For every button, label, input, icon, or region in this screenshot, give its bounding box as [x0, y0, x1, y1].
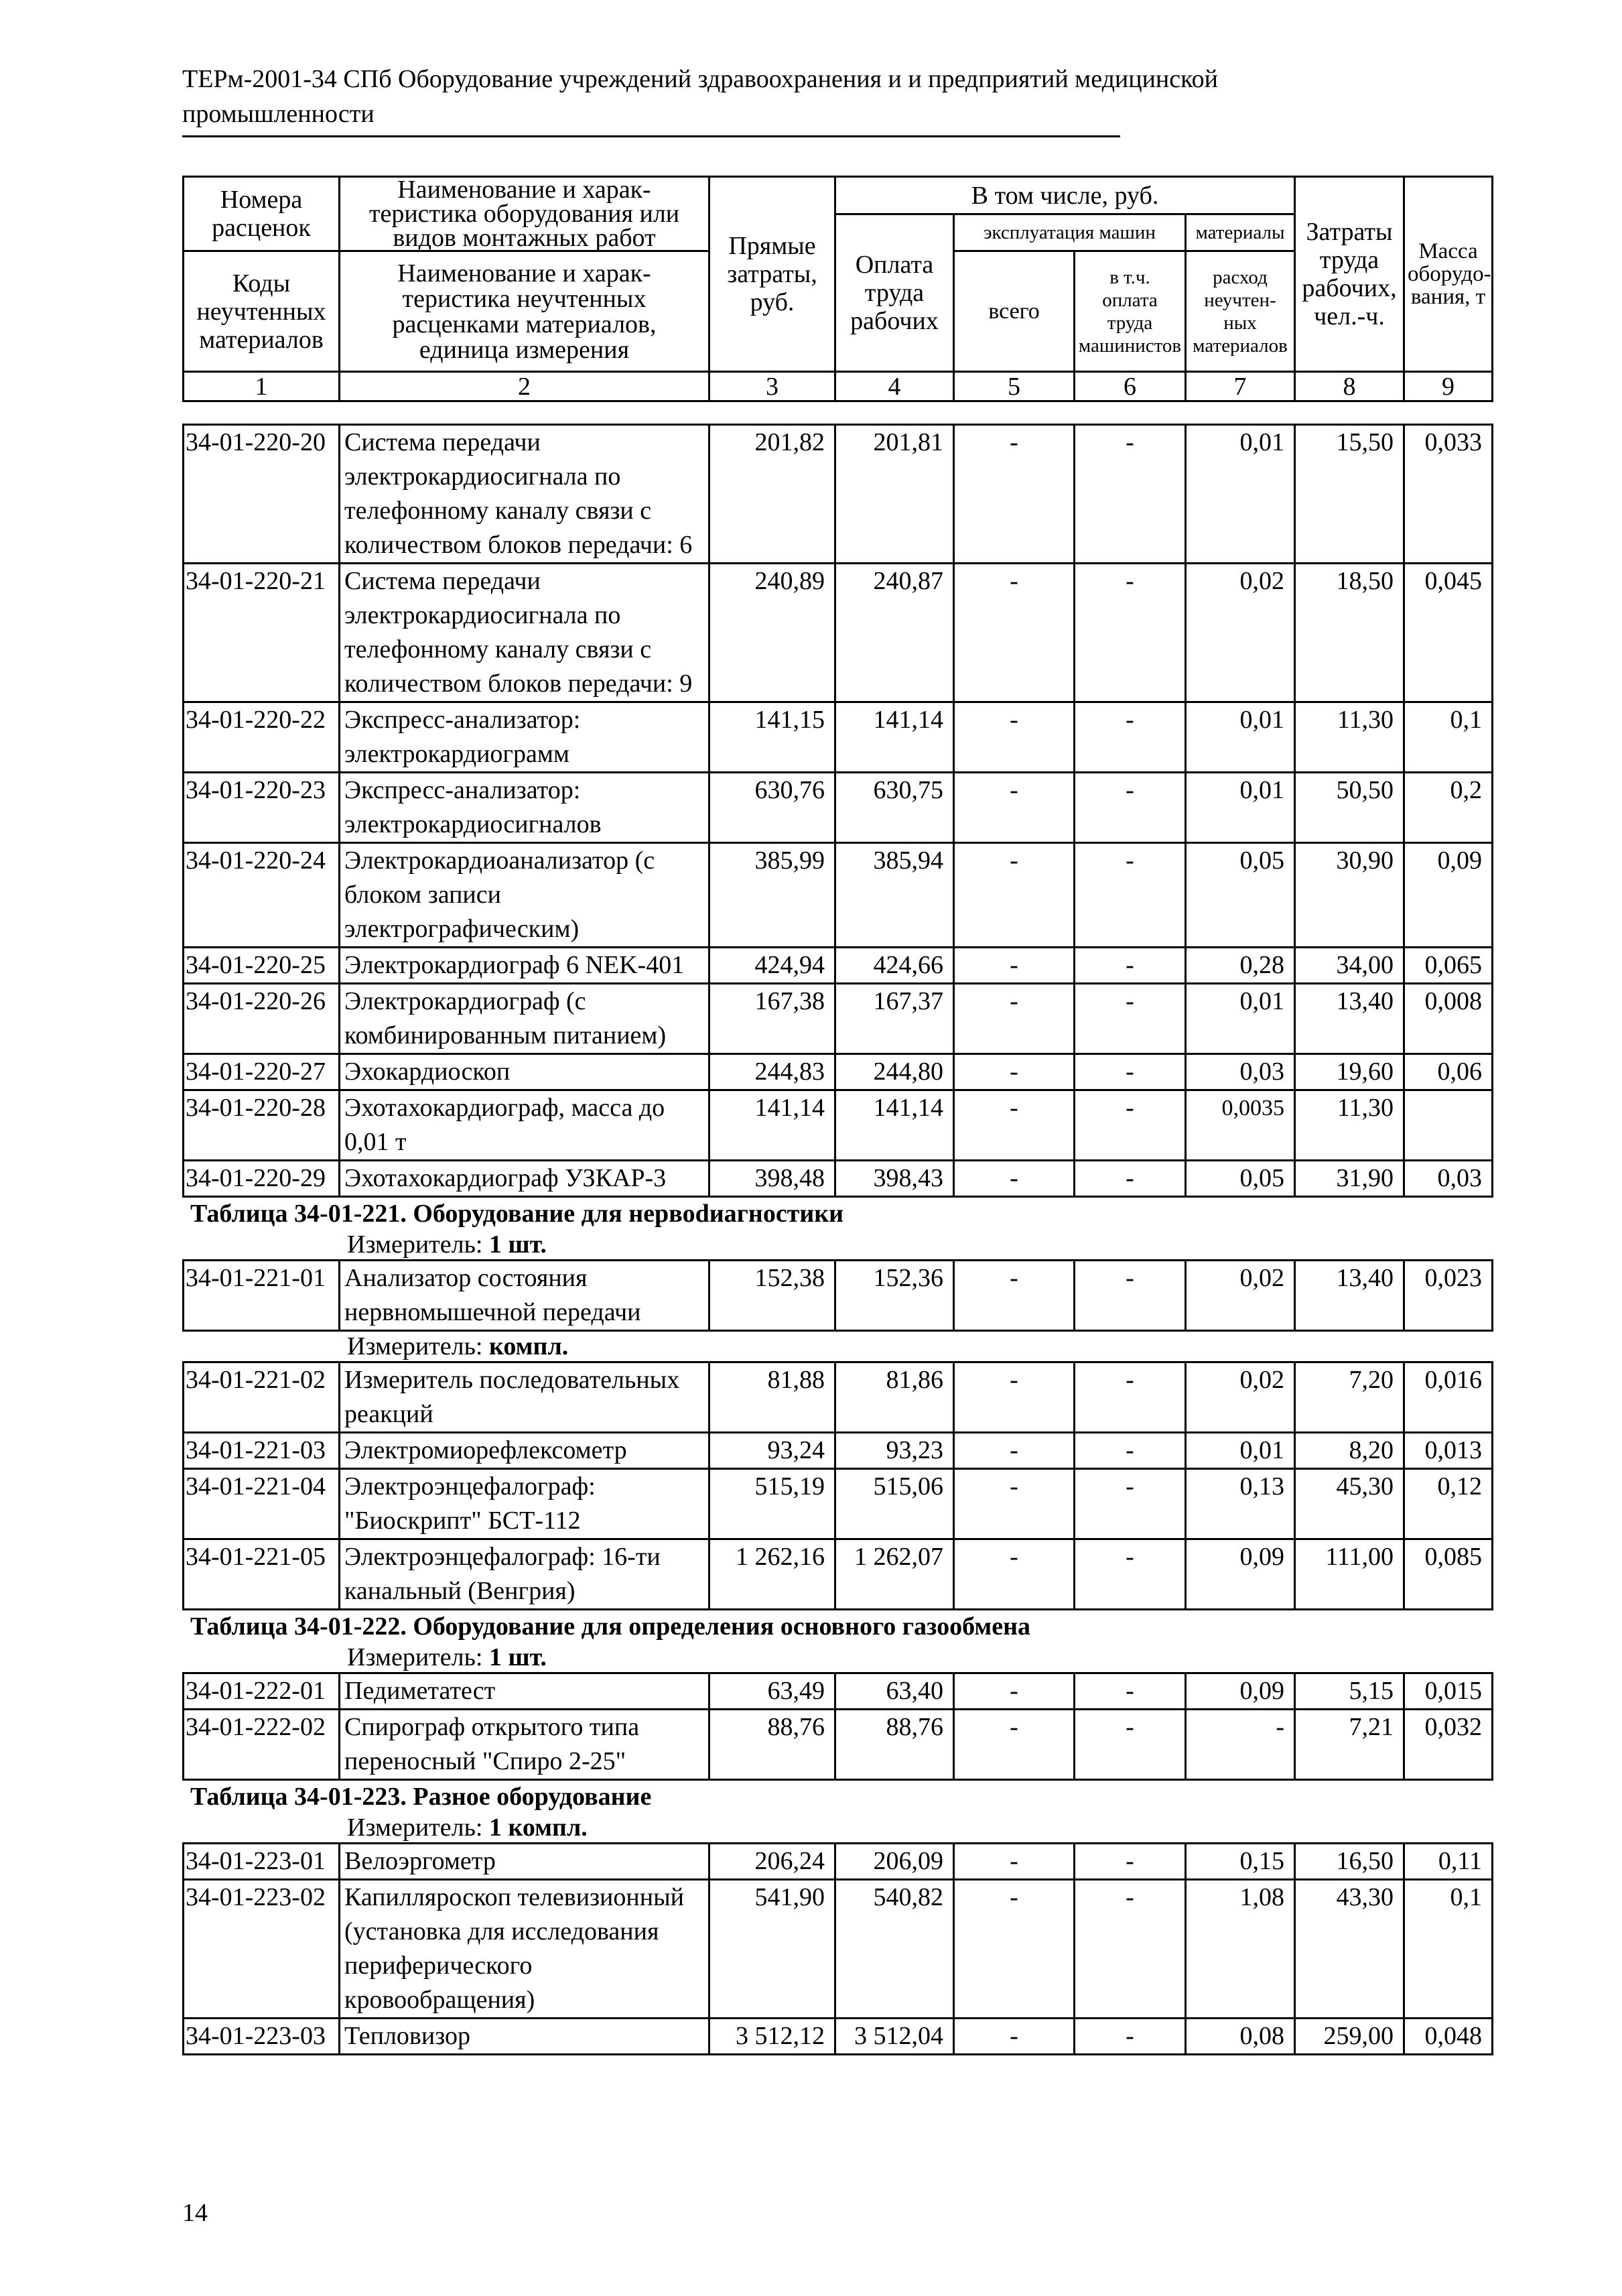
materials: 0,01 [1186, 773, 1295, 843]
rates-body [182, 424, 1491, 2055]
machine-cost: - [954, 1054, 1075, 1090]
col3-header: Прямые затраты, руб. [709, 177, 835, 372]
labor-cost: 3 512,04 [835, 2019, 954, 2055]
rate-name: Система передачи электрокардиосигнала по телефонному каналу связи с количеством блоков передачи: 9 [340, 564, 709, 702]
rate-code: 34-01-221-04 [184, 1469, 340, 1539]
machine-operator-cost: - [1075, 1539, 1186, 1610]
table-title-222: Таблица 34-01-222. Оборудование для определения основного газообмена [190, 1612, 1030, 1641]
column-number: 2 [340, 372, 709, 401]
header-title-line2: промышленности [182, 100, 375, 128]
rate-code: 34-01-220-24 [184, 843, 340, 948]
labor-cost: 206,09 [835, 1844, 954, 1880]
rate-row [184, 1539, 1493, 1610]
col5-header: всего [954, 251, 1075, 372]
rate-row [184, 1433, 1493, 1469]
rate-code: 34-01-220-29 [184, 1161, 340, 1197]
rate-code: 34-01-220-21 [184, 564, 340, 702]
rate-row [184, 564, 1493, 702]
machine-cost: - [954, 1673, 1075, 1710]
direct-cost: 206,24 [709, 1844, 835, 1880]
materials: 0,13 [1186, 1469, 1295, 1539]
direct-cost: 630,76 [709, 773, 835, 843]
labor-cost: 81,86 [835, 1362, 954, 1433]
rate-name: Капилляроскоп телевизионный (установка для исследования периферического кровообращения) [340, 1880, 709, 2019]
col1-header-bottom: Коды неучтенных материалов [184, 251, 340, 372]
machine-cost: - [954, 1844, 1075, 1880]
rate-code: 34-01-220-23 [184, 773, 340, 843]
rate-row [184, 1880, 1493, 2019]
equipment-mass: 0,013 [1404, 1433, 1493, 1469]
group-header-machines: эксплуатация машин [954, 214, 1186, 251]
machine-operator-cost: - [1075, 1710, 1186, 1780]
machine-operator-cost: - [1075, 1054, 1186, 1090]
rate-name: Эхотахокардиограф УЗКАР-3 [340, 1161, 709, 1197]
equipment-mass: 0,085 [1404, 1539, 1493, 1610]
labor-cost: 540,82 [835, 1880, 954, 2019]
direct-cost: 93,24 [709, 1433, 835, 1469]
measure-223: Измеритель: 1 компл. [347, 1813, 588, 1842]
column-number: 6 [1075, 372, 1186, 401]
rate-row [184, 843, 1493, 948]
rate-code: 34-01-220-28 [184, 1090, 340, 1161]
equipment-mass: 0,023 [1404, 1261, 1493, 1331]
rate-name: Электроэнцефалограф: 16-ти канальный (Венгрия) [340, 1539, 709, 1610]
labor-hours: 13,40 [1295, 1261, 1404, 1331]
equipment-mass: 0,1 [1404, 702, 1493, 773]
labor-hours: 259,00 [1295, 2019, 1404, 2055]
direct-cost: 201,82 [709, 425, 835, 564]
labor-hours: 30,90 [1295, 843, 1404, 948]
labor-cost: 424,66 [835, 948, 954, 984]
group-header-materials: материалы [1186, 214, 1295, 251]
direct-cost: 141,15 [709, 702, 835, 773]
labor-hours: 31,90 [1295, 1161, 1404, 1197]
machine-cost: - [954, 702, 1075, 773]
direct-cost: 515,19 [709, 1469, 835, 1539]
rate-code: 34-01-220-22 [184, 702, 340, 773]
direct-cost: 152,38 [709, 1261, 835, 1331]
measure-222: Измеритель: 1 шт. [347, 1643, 547, 1671]
rate-code: 34-01-220-27 [184, 1054, 340, 1090]
col7-header: расход неучтен- ных материалов [1186, 251, 1295, 372]
labor-cost: 88,76 [835, 1710, 954, 1780]
rate-name: Электроэнцефалограф: "Биоскрипт" БСТ-112 [340, 1469, 709, 1539]
direct-cost: 385,99 [709, 843, 835, 948]
machine-operator-cost: - [1075, 2019, 1186, 2055]
rate-name: Электрокардиограф 6 NEK-401 [340, 948, 709, 984]
direct-cost: 3 512,12 [709, 2019, 835, 2055]
labor-hours: 13,40 [1295, 984, 1404, 1054]
materials: 0,01 [1186, 702, 1295, 773]
machine-cost: - [954, 1433, 1075, 1469]
machine-cost: - [954, 1469, 1075, 1539]
table-34-01-221-part2 [182, 1361, 1493, 1610]
rate-code: 34-01-221-01 [184, 1261, 340, 1331]
machine-operator-cost: - [1075, 1090, 1186, 1161]
col4-header: Оплата труда рабочих [835, 214, 954, 372]
machine-operator-cost: - [1075, 948, 1186, 984]
machine-operator-cost: - [1075, 984, 1186, 1054]
materials: 0,15 [1186, 1844, 1295, 1880]
rate-row [184, 1844, 1493, 1880]
rate-row [184, 1673, 1493, 1710]
labor-cost: 244,80 [835, 1054, 954, 1090]
rate-row [184, 1362, 1493, 1433]
machine-operator-cost: - [1075, 1362, 1186, 1433]
labor-cost: 398,43 [835, 1161, 954, 1197]
materials: 0,0035 [1186, 1090, 1295, 1161]
rate-row [184, 984, 1493, 1054]
equipment-mass: 0,09 [1404, 843, 1493, 948]
column-number: 5 [954, 372, 1075, 401]
materials: 0,05 [1186, 1161, 1295, 1197]
machine-cost: - [954, 773, 1075, 843]
machine-operator-cost: - [1075, 1673, 1186, 1710]
col2-header-bottom: Наименование и харак- теристика неучтенных расценками материалов, единица измерения [340, 251, 709, 372]
machine-operator-cost: - [1075, 1433, 1186, 1469]
labor-cost: 201,81 [835, 425, 954, 564]
machine-operator-cost: - [1075, 773, 1186, 843]
rate-code: 34-01-221-05 [184, 1539, 340, 1610]
materials: 0,03 [1186, 1054, 1295, 1090]
materials: 1,08 [1186, 1880, 1295, 2019]
rate-name: Система передачи электрокардиосигнала по телефонному каналу связи с количеством блоков передачи: 6 [340, 425, 709, 564]
direct-cost: 1 262,16 [709, 1539, 835, 1610]
labor-hours: 8,20 [1295, 1433, 1404, 1469]
labor-hours: 15,50 [1295, 425, 1404, 564]
equipment-mass [1404, 1090, 1493, 1161]
machine-cost: - [954, 1090, 1075, 1161]
materials: 0,01 [1186, 425, 1295, 564]
machine-cost: - [954, 1539, 1075, 1610]
machine-operator-cost: - [1075, 1844, 1186, 1880]
equipment-mass: 0,008 [1404, 984, 1493, 1054]
col8-header: Затраты труда рабочих, чел.-ч. [1295, 177, 1404, 372]
group-header-incl: В том числе, руб. [835, 177, 1295, 214]
rate-name: Электрокардиограф (с комбинированным питанием) [340, 984, 709, 1054]
machine-cost: - [954, 948, 1075, 984]
labor-cost: 152,36 [835, 1261, 954, 1331]
column-number: 4 [835, 372, 954, 401]
rate-code: 34-01-221-02 [184, 1362, 340, 1433]
table-title-223: Таблица 34-01-223. Разное оборудование [190, 1783, 652, 1811]
labor-cost: 63,40 [835, 1673, 954, 1710]
equipment-mass: 0,045 [1404, 564, 1493, 702]
machine-operator-cost: - [1075, 1261, 1186, 1331]
equipment-mass: 0,12 [1404, 1469, 1493, 1539]
direct-cost: 424,94 [709, 948, 835, 984]
machine-operator-cost: - [1075, 425, 1186, 564]
machine-cost: - [954, 1710, 1075, 1780]
rate-name: Анализатор состояния нервномышечной передачи [340, 1261, 709, 1331]
materials: 0,08 [1186, 2019, 1295, 2055]
machine-cost: - [954, 1362, 1075, 1433]
machine-cost: - [954, 1261, 1075, 1331]
rate-name: Тепловизор [340, 2019, 709, 2055]
direct-cost: 141,14 [709, 1090, 835, 1161]
rate-code: 34-01-220-26 [184, 984, 340, 1054]
machine-cost: - [954, 425, 1075, 564]
labor-cost: 167,37 [835, 984, 954, 1054]
rate-row [184, 1054, 1493, 1090]
equipment-mass: 0,06 [1404, 1054, 1493, 1090]
machine-cost: - [954, 1880, 1075, 2019]
labor-hours: 43,30 [1295, 1880, 1404, 2019]
page-header [182, 62, 1321, 131]
labor-hours: 111,00 [1295, 1539, 1404, 1610]
machine-operator-cost: - [1075, 843, 1186, 948]
column-number-row [184, 372, 1493, 401]
materials: 0,02 [1186, 564, 1295, 702]
equipment-mass: 0,1 [1404, 1880, 1493, 2019]
direct-cost: 244,83 [709, 1054, 835, 1090]
labor-hours: 18,50 [1295, 564, 1404, 702]
measure-221-1: Измеритель: 1 шт. [347, 1230, 547, 1259]
equipment-mass: 0,015 [1404, 1673, 1493, 1710]
machine-operator-cost: - [1075, 702, 1186, 773]
labor-hours: 7,20 [1295, 1362, 1404, 1433]
column-number: 8 [1295, 372, 1404, 401]
rate-name: Эхокардиоскоп [340, 1054, 709, 1090]
machine-cost: - [954, 984, 1075, 1054]
table-title-221: Таблица 34-01-221. Оборудование для нервodиагностики [190, 1200, 844, 1228]
rate-code: 34-01-223-03 [184, 2019, 340, 2055]
labor-hours: 50,50 [1295, 773, 1404, 843]
labor-hours: 19,60 [1295, 1054, 1404, 1090]
equipment-mass: 0,03 [1404, 1161, 1493, 1197]
rate-row [184, 1090, 1493, 1161]
header-rule [182, 135, 1120, 137]
materials: 0,28 [1186, 948, 1295, 984]
rate-code: 34-01-222-02 [184, 1710, 340, 1780]
rate-name: Эхотахокардиограф, масса до 0,01 т [340, 1090, 709, 1161]
rate-row [184, 2019, 1493, 2055]
direct-cost: 398,48 [709, 1161, 835, 1197]
machine-operator-cost: - [1075, 1161, 1186, 1197]
rate-code: 34-01-220-20 [184, 425, 340, 564]
labor-cost: 141,14 [835, 1090, 954, 1161]
direct-cost: 88,76 [709, 1710, 835, 1780]
measure-221-2: Измеритель: компл. [347, 1332, 569, 1360]
direct-cost: 167,38 [709, 984, 835, 1054]
materials: 0,09 [1186, 1539, 1295, 1610]
labor-hours: 7,21 [1295, 1710, 1404, 1780]
col1-header-top: Номера расценок [184, 177, 340, 251]
equipment-mass: 0,065 [1404, 948, 1493, 984]
labor-cost: 240,87 [835, 564, 954, 702]
page-number: 14 [182, 2199, 208, 2227]
labor-cost: 515,06 [835, 1469, 954, 1539]
direct-cost: 81,88 [709, 1362, 835, 1433]
machine-operator-cost: - [1075, 564, 1186, 702]
labor-hours: 11,30 [1295, 1090, 1404, 1161]
col6-header: в т.ч. оплата труда машинистов [1075, 251, 1186, 372]
rate-code: 34-01-221-03 [184, 1433, 340, 1469]
rate-row [184, 1261, 1493, 1331]
equipment-mass: 0,11 [1404, 1844, 1493, 1880]
labor-cost: 1 262,07 [835, 1539, 954, 1610]
machine-cost: - [954, 843, 1075, 948]
machine-cost: - [954, 2019, 1075, 2055]
rate-name: Спирограф открытого типа переносный "Спиро 2-25" [340, 1710, 709, 1780]
labor-hours: 11,30 [1295, 702, 1404, 773]
col2-header-top: Наименование и харак- теристика оборудования или видов монтажных работ [340, 177, 709, 251]
materials: - [1186, 1710, 1295, 1780]
rate-row [184, 1469, 1493, 1539]
column-header-table [182, 176, 1493, 402]
rate-code: 34-01-222-01 [184, 1673, 340, 1710]
machine-operator-cost: - [1075, 1880, 1186, 2019]
col9-header: Масса оборудо- вания, т [1404, 177, 1493, 372]
table-34-01-221-part1 [182, 1259, 1493, 1332]
materials: 0,01 [1186, 984, 1295, 1054]
labor-cost: 141,14 [835, 702, 954, 773]
table-34-01-222 [182, 1672, 1493, 1781]
direct-cost: 63,49 [709, 1673, 835, 1710]
equipment-mass: 0,048 [1404, 2019, 1493, 2055]
rate-row [184, 1161, 1493, 1197]
column-number: 9 [1404, 372, 1493, 401]
rate-code: 34-01-223-01 [184, 1844, 340, 1880]
column-number: 1 [184, 372, 340, 401]
header-title-line1: ТЕРм-2001-34 СПб Оборудование учреждений здравоохранения и и предприятий медицинской [182, 65, 1218, 93]
rate-name: Педиметатест [340, 1673, 709, 1710]
materials: 0,02 [1186, 1261, 1295, 1331]
rate-row [184, 425, 1493, 564]
rate-row [184, 1710, 1493, 1780]
materials: 0,02 [1186, 1362, 1295, 1433]
rate-name: Измеритель последовательных реакций [340, 1362, 709, 1433]
rate-code: 34-01-220-25 [184, 948, 340, 984]
rate-row [184, 773, 1493, 843]
rate-row [184, 702, 1493, 773]
rate-name: Велоэргометр [340, 1844, 709, 1880]
equipment-mass: 0,2 [1404, 773, 1493, 843]
column-number: 3 [709, 372, 835, 401]
materials: 0,09 [1186, 1673, 1295, 1710]
direct-cost: 240,89 [709, 564, 835, 702]
labor-hours: 5,15 [1295, 1673, 1404, 1710]
labor-cost: 385,94 [835, 843, 954, 948]
machine-operator-cost: - [1075, 1469, 1186, 1539]
rate-name: Электрокардиоанализатор (с блоком записи электрографическим) [340, 843, 709, 948]
table-34-01-220 [182, 424, 1493, 1198]
materials: 0,05 [1186, 843, 1295, 948]
rate-row [184, 948, 1493, 984]
direct-cost: 541,90 [709, 1880, 835, 2019]
labor-cost: 630,75 [835, 773, 954, 843]
labor-cost: 93,23 [835, 1433, 954, 1469]
rate-code: 34-01-223-02 [184, 1880, 340, 2019]
materials: 0,01 [1186, 1433, 1295, 1469]
machine-cost: - [954, 564, 1075, 702]
labor-hours: 34,00 [1295, 948, 1404, 984]
labor-hours: 16,50 [1295, 1844, 1404, 1880]
rate-name: Электромиорефлексометр [340, 1433, 709, 1469]
rate-name: Экспресс-анализатор: электрокардиосигналов [340, 773, 709, 843]
machine-cost: - [954, 1161, 1075, 1197]
table-34-01-223 [182, 1842, 1493, 2055]
labor-hours: 45,30 [1295, 1469, 1404, 1539]
rate-name: Экспресс-анализатор: электрокардиограмм [340, 702, 709, 773]
equipment-mass: 0,016 [1404, 1362, 1493, 1433]
equipment-mass: 0,032 [1404, 1710, 1493, 1780]
column-number: 7 [1186, 372, 1295, 401]
equipment-mass: 0,033 [1404, 425, 1493, 564]
